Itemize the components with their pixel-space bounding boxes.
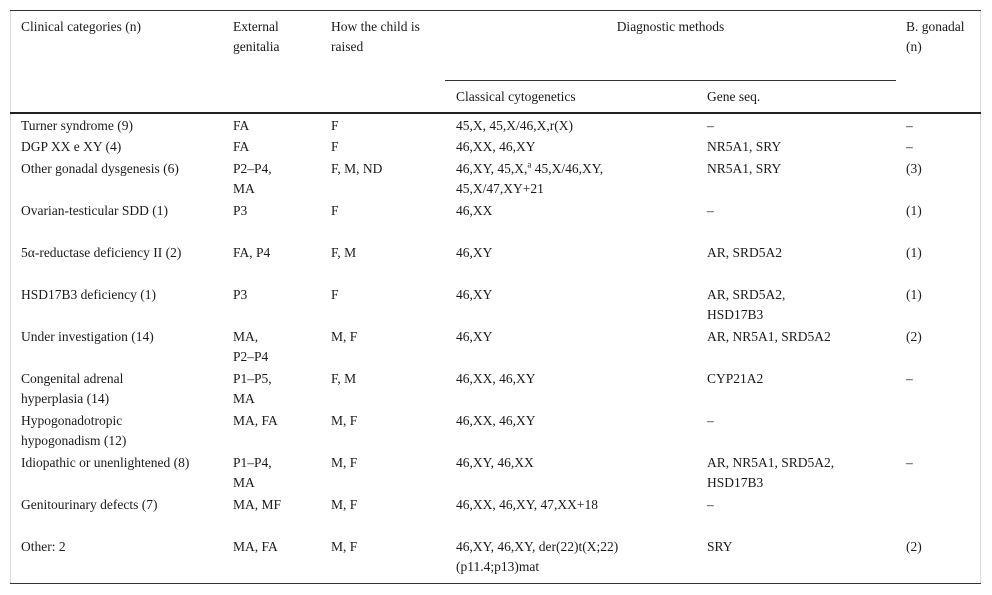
cell-category: 5α-reductase deficiency II (2) [21, 245, 182, 260]
cell-b-gonadal: (2) [906, 539, 922, 554]
cell-cytogenetics: 46,XY, 46,XY, der(22)t(X;22)(p11.4;p13)mat [456, 539, 619, 574]
cell-category: Congenital adrenal hyperplasia (14) [21, 371, 124, 406]
cell-gene-seq: AR, NR5A1, SRD5A2 [707, 329, 831, 344]
cell-cytogenetics: 46,XX, 46,XY [456, 371, 536, 386]
cell-raised: M, F [331, 497, 358, 512]
cell-raised: M, F [331, 413, 358, 428]
cell-category: Turner syndrome (9) [21, 118, 133, 133]
cell-cytogenetics: 46,XX, 46,XY [456, 139, 536, 154]
table-row [0, 201, 992, 241]
cell-gene-seq: CYP21A2 [707, 371, 764, 386]
cell-gene-seq: NR5A1, SRY [707, 161, 782, 176]
cell-b-gonadal: (2) [906, 329, 922, 344]
table-top-rule [10, 10, 981, 11]
table-row [0, 159, 992, 199]
cell-gene-seq: AR, SRD5A2, HSD17B3 [707, 287, 786, 322]
table-row [0, 495, 992, 535]
cell-gene-seq: AR, SRD5A2 [707, 245, 783, 260]
cell-raised: F, M [331, 245, 357, 260]
cell-category: Other gonadal dysgenesis (6) [21, 161, 179, 176]
cell-category: Under investigation (14) [21, 329, 154, 344]
cell-raised: F [331, 203, 339, 218]
cell-cytogenetics [456, 159, 656, 199]
cell-cytogenetics: 45,X, 45,X/46,X,r(X) [456, 118, 573, 133]
cell-raised: F, M [331, 371, 357, 386]
cell-category: DGP XX e XY (4) [21, 139, 122, 154]
cell-raised: F [331, 139, 339, 154]
cell-b-gonadal: – [906, 455, 913, 470]
cell-gene-seq: SRY [707, 539, 733, 554]
header-b-gonadal: B. gonadal (n) [906, 19, 965, 54]
cell-raised: F [331, 118, 339, 133]
table-bottom-rule [10, 583, 981, 584]
table-row [0, 453, 992, 493]
cell-gene-seq: – [707, 118, 714, 133]
cell-cytogenetics: 46,XX, 46,XY [456, 413, 536, 428]
cell-category: Genitourinary defects (7) [21, 497, 158, 512]
cell-genitalia: FA, P4 [233, 245, 271, 260]
header-gene-seq: Gene seq. [707, 89, 761, 104]
cell-genitalia: P1–P4, MA [233, 455, 272, 490]
cell-genitalia: P3 [233, 203, 248, 218]
cell-cytogenetics: 46,XY [456, 329, 493, 344]
cell-gene-seq: AR, NR5A1, SRD5A2, HSD17B3 [707, 455, 835, 490]
table-row [0, 327, 992, 367]
cell-category: HSD17B3 deficiency (1) [21, 287, 156, 302]
cell-cytogenetics: 46,XX, 46,XY, 47,XX+18 [456, 497, 598, 512]
cell-cytogenetics: 46,XX [456, 203, 493, 218]
cell-category: Ovarian-testicular SDD (1) [21, 203, 168, 218]
cell-genitalia: P2–P4, MA [233, 161, 272, 196]
cell-genitalia: MA, P2–P4 [233, 329, 269, 364]
cell-raised: M, F [331, 455, 358, 470]
table-row [0, 411, 992, 451]
cell-category: Idiopathic or unenlightened (8) [21, 455, 190, 470]
cell-b-gonadal: (3) [906, 161, 922, 176]
cell-cytogenetics: 46,XY, 46,XX [456, 455, 534, 470]
header-bottom-rule [10, 112, 981, 114]
cell-genitalia: FA [233, 139, 250, 154]
cell-genitalia: P1–P5, MA [233, 371, 272, 406]
table-row [0, 243, 992, 283]
cell-genitalia: MA, FA [233, 539, 278, 554]
cell-raised: M, F [331, 329, 358, 344]
cell-category: Hypogonadotropic hypogonadism (12) [21, 413, 127, 448]
cell-genitalia: MA, MF [233, 497, 282, 512]
diagnostic-methods-rule [445, 80, 896, 81]
header-external-genitalia: External genitalia [233, 19, 280, 54]
cell-cytogenetics: 46,XY [456, 245, 493, 260]
header-clinical-categories: Clinical categories (n) [21, 19, 141, 34]
cyto-text-start: 46,XY, 45,X, [456, 161, 528, 176]
footnote-marker: a [527, 159, 532, 170]
cell-genitalia: MA, FA [233, 413, 278, 428]
header-diagnostic-methods: Diagnostic methods [616, 19, 725, 34]
cell-b-gonadal: (1) [906, 287, 922, 302]
cell-category: Other: 2 [21, 539, 66, 554]
cell-b-gonadal: – [906, 139, 913, 154]
cell-b-gonadal: – [906, 371, 913, 386]
cell-genitalia: FA [233, 118, 250, 133]
cell-gene-seq: – [707, 413, 714, 428]
table-row [0, 285, 992, 325]
cell-raised: M, F [331, 539, 358, 554]
table-row [0, 537, 992, 577]
cell-gene-seq: – [707, 203, 714, 218]
cell-b-gonadal: – [906, 118, 913, 133]
cell-raised: F [331, 287, 339, 302]
cell-b-gonadal: (1) [906, 245, 922, 260]
cell-b-gonadal: (1) [906, 203, 922, 218]
cell-genitalia: P3 [233, 287, 248, 302]
cell-cytogenetics: 46,XY [456, 287, 493, 302]
cell-gene-seq: NR5A1, SRY [707, 139, 782, 154]
header-classical-cytogenetics: Classical cytogenetics [456, 89, 576, 104]
header-how-raised: How the child is raised [331, 19, 420, 54]
cyto-text-end: 45,X/46,XY, 45,X/47,XY+21 [456, 161, 604, 196]
cell-gene-seq: – [707, 497, 714, 512]
cell-raised: F, M, ND [331, 161, 383, 176]
table-row [0, 369, 992, 409]
